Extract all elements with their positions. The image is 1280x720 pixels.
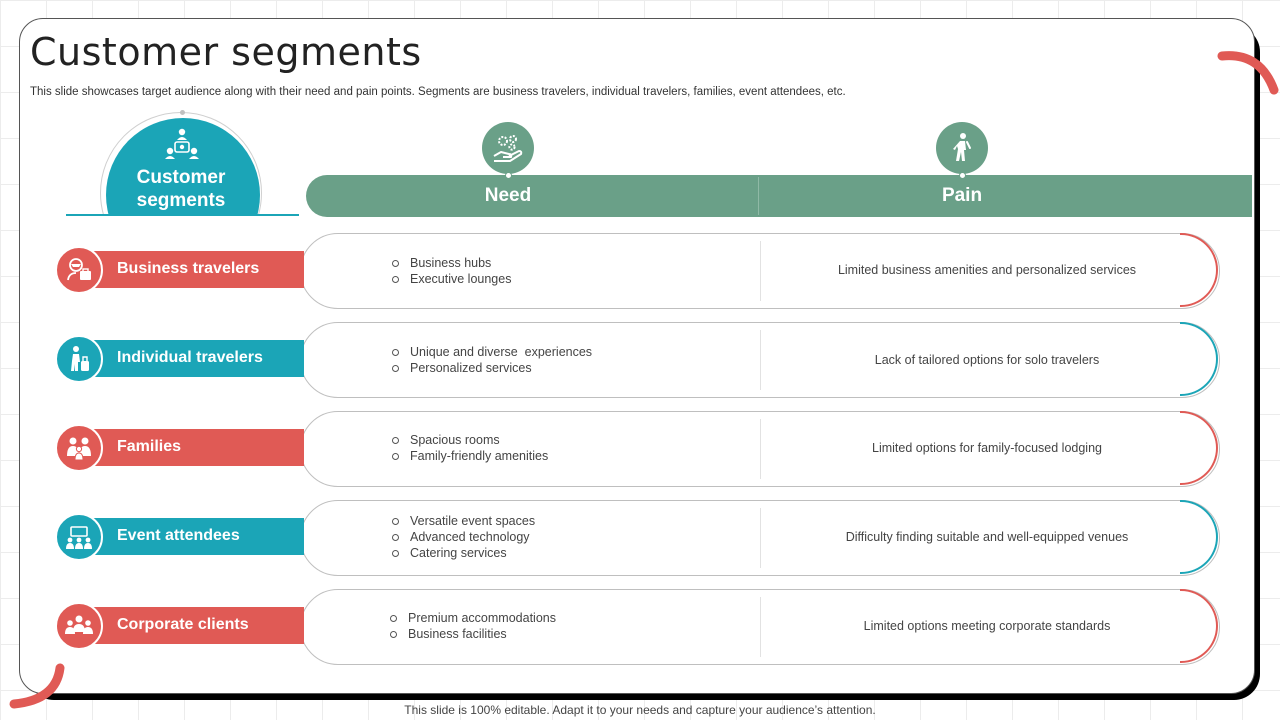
need-list — [390, 432, 548, 464]
column-header-divider — [758, 177, 759, 215]
page-title: Customer segments — [30, 30, 422, 74]
need-icon-circle — [482, 122, 534, 174]
event-audience-icon — [65, 523, 93, 551]
segment-row-business-travelers — [0, 233, 1280, 311]
column-label-need: Need — [484, 185, 532, 206]
segment-label: Business travelers — [117, 260, 260, 277]
segment-icon-circle — [55, 513, 103, 561]
page-subtitle: This slide showcases target audience along with their need and pain points. Segments are business travelers, individual travelers, families, event attendees, etc. — [30, 86, 846, 98]
need-list — [390, 344, 592, 376]
segment-icon-circle — [55, 335, 103, 383]
column-label-pain: Pain — [941, 185, 983, 206]
segment-row-individual-travelers — [0, 322, 1280, 400]
segments-header-label: Customer segments — [136, 167, 226, 211]
need-item: Personalized services — [390, 360, 592, 376]
segment-row-event-attendees — [0, 500, 1280, 578]
segments-header-underline — [66, 214, 299, 216]
solo-traveler-icon — [65, 345, 93, 373]
segment-label: Event attendees — [117, 527, 240, 544]
need-item: Catering services — [390, 545, 535, 561]
segment-icon-circle — [55, 246, 103, 294]
need-item: Business hubs — [390, 255, 511, 271]
need-item: Unique and diverse experiences — [390, 344, 592, 360]
need-list — [390, 513, 535, 561]
footer-note: This slide is 100% editable. Adapt it to your needs and capture your audience’s attention. — [404, 703, 876, 717]
need-icon-stem-dot — [505, 172, 512, 179]
pain-text: Difficulty finding suitable and well-equipped venues — [845, 530, 1129, 544]
corporate-group-icon — [64, 612, 94, 640]
need-item: Executive lounges — [390, 271, 511, 287]
people-network-icon — [164, 127, 200, 163]
segments-header-dot — [180, 110, 185, 115]
segment-icon-circle — [55, 424, 103, 472]
need-item: Spacious rooms — [390, 432, 548, 448]
hand-gears-icon — [492, 132, 524, 164]
segment-label-band — [80, 429, 304, 466]
segment-row-families — [0, 411, 1280, 489]
pain-text: Limited options meeting corporate standards — [863, 619, 1111, 633]
need-item: Advanced technology — [390, 529, 535, 545]
walking-person-icon — [946, 132, 978, 164]
segment-label: Families — [117, 438, 182, 455]
pain-text: Limited business amenities and personalized services — [837, 263, 1137, 277]
business-traveler-icon — [65, 256, 93, 284]
family-icon — [65, 434, 93, 462]
need-item: Premium accommodations — [388, 610, 556, 626]
need-list — [390, 255, 511, 287]
pain-icon-circle — [936, 122, 988, 174]
segment-label: Corporate clients — [117, 616, 249, 633]
need-item: Versatile event spaces — [390, 513, 535, 529]
pain-text: Limited options for family-focused lodging — [872, 441, 1102, 455]
top-right-arc-decoration — [1212, 44, 1280, 98]
need-item: Family-friendly amenities — [390, 448, 548, 464]
segment-row-corporate-clients — [0, 589, 1280, 667]
segment-icon-circle — [55, 602, 103, 650]
need-list — [388, 610, 556, 642]
pain-text: Lack of tailored options for solo travelers — [874, 353, 1100, 367]
pain-icon-stem-dot — [959, 172, 966, 179]
segment-label: Individual travelers — [117, 349, 263, 366]
need-item: Business facilities — [388, 626, 556, 642]
